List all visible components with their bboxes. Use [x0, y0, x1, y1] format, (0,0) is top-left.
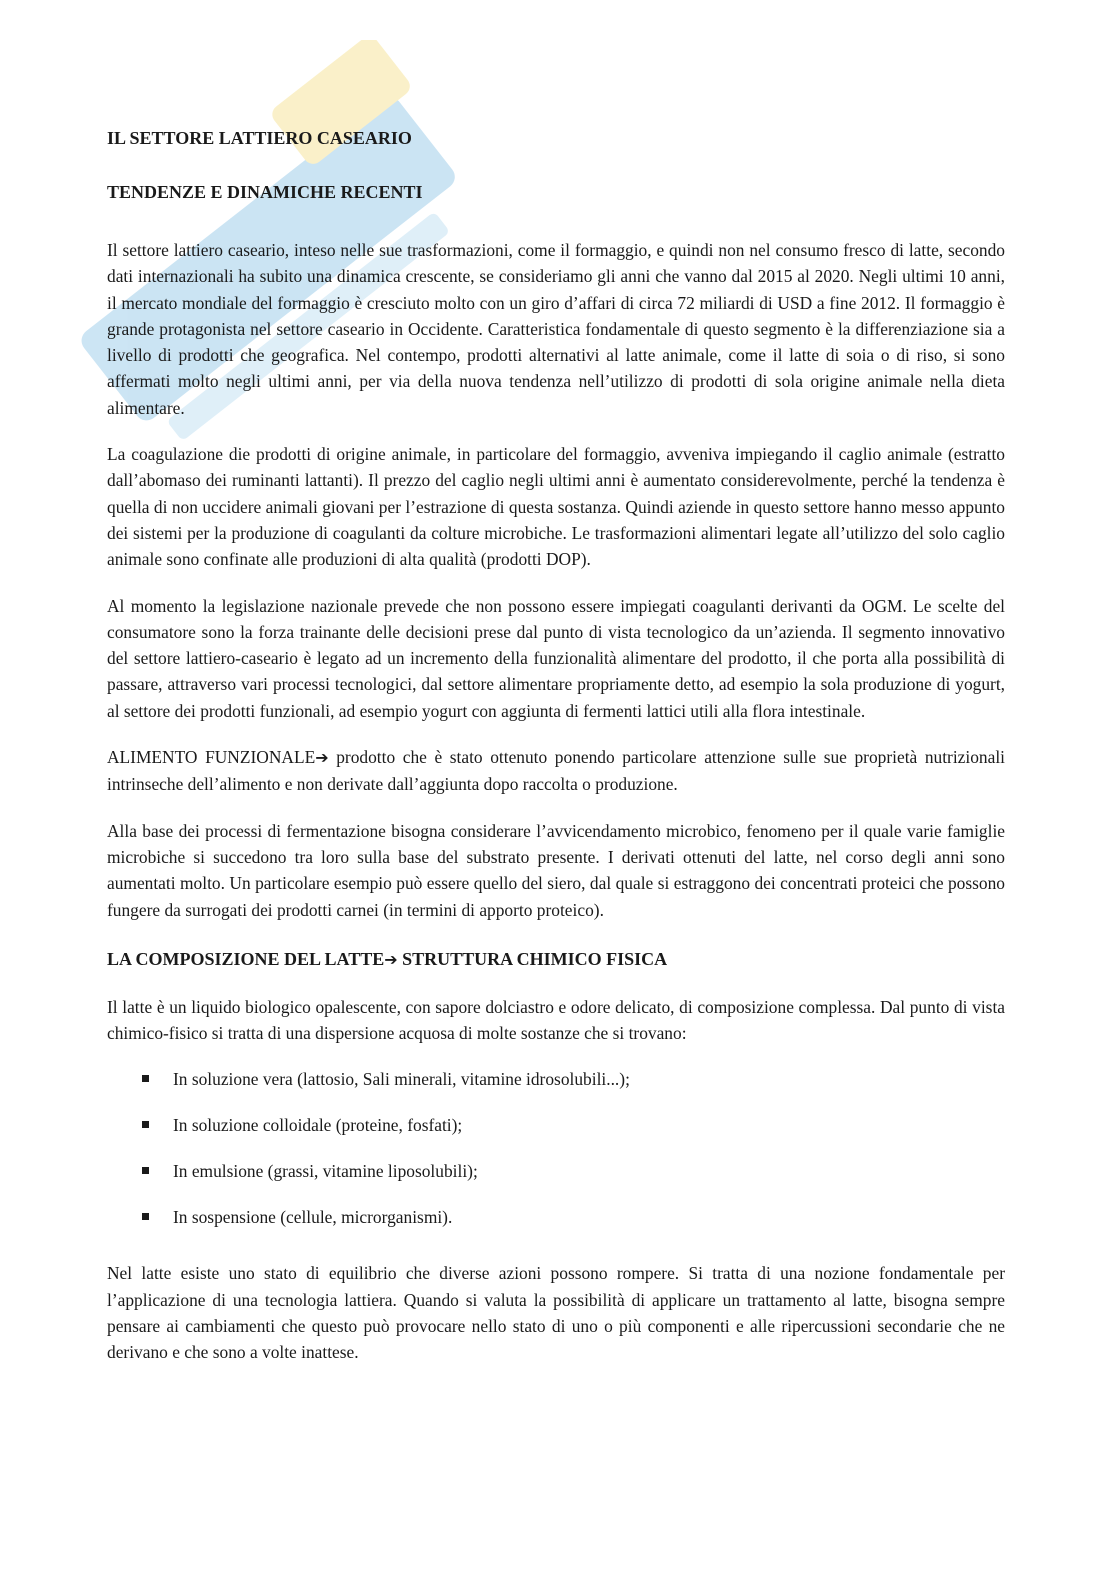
- square-bullet-icon: [142, 1213, 149, 1220]
- functional-food-definition: prodotto che è stato ottenuto ponendo particolare attenzione sulle sue proprietà nutrizionali intrinseche dell’alimento e non derivate dall’aggiunta dopo raccolta o produzione.: [107, 747, 1006, 795]
- paragraph-coagulation: La coagulazione die prodotti di origine animale, in particolare del formaggio, avveniva impiegando il caglio animale (estratto dall’abomaso dei ruminanti lattanti). Il prezzo del caglio negli ultimi anni è aumentato considerevolmente, perché la tendenza è quella di non uccidere animali giovani per l’estrazione di questa sostanza. Quindi aziende in questo settore hanno messo appunto dei sistemi per la produzione di coagulanti da colture microbiche. Le trasformazioni alimentari legate all’utilizzo del solo caglio animale sono confinate alle produzioni di alta qualità (prodotti DOP).: [107, 444, 1005, 570]
- paragraph-composition-intro: Il latte è un liquido biologico opalescente, con sapore dolciastro e odore delicato, di composizione complessa. Dal punto di vista chimico-fisico si tratta di una dispersione acquosa di molte sostanze che si trovano:: [107, 996, 1005, 1044]
- paragraph-legislation: Al momento la legislazione nazionale prevede che non possono essere impiegati coagulanti derivanti da OGM. Le scelte del consumatore sono la forza trainante delle decisioni prese dal punto di vista tecnologico da un’azienda. Il segmento innovativo del settore lattiero-caseario è legato ad un incremento della funzionalità alimentare del prodotto, il che porta alla possibilità di passare, attraverso vari processi tecnologici, dal settore alimentare propriamente detto, ad esempio la sola produzione di yogurt, al settore dei prodotti funzionali, ad esempio yogurt con aggiunta di fermenti lattici utili alla flora intestinale.: [107, 595, 1005, 721]
- document-title: IL SETTORE LATTIERO CASEARIO: [107, 128, 412, 148]
- functional-food-term: ALIMENTO FUNZIONALE: [107, 747, 316, 768]
- composition-list: [107, 1066, 1005, 1250]
- section-heading-composition: [107, 946, 1005, 973]
- square-bullet-icon: [142, 1121, 149, 1128]
- arrow-right-icon: ➔: [384, 949, 398, 969]
- composition-heading-sub: STRUTTURA CHIMICO FISICA: [397, 948, 668, 969]
- arrow-right-icon: ➔: [315, 748, 329, 768]
- square-bullet-icon: [142, 1075, 149, 1082]
- section-heading-trends: TENDENZE E DINAMICHE RECENTI: [107, 182, 423, 202]
- list-item: In sospensione (cellule, microrganismi).: [107, 1204, 1005, 1250]
- list-item: In emulsione (grassi, vitamine liposolubili);: [107, 1158, 1005, 1204]
- paragraph-market: Il settore lattiero caseario, inteso nelle sue trasformazioni, come il formaggio, e quindi non nel consumo fresco di latte, secondo dati internazionali ha subito una dinamica crescente, se consideriamo gli anni che vanno dal 2015 al 2020. Negli ultimi 10 anni, il mercato mondiale del formaggio è cresciuto molto con un giro d’affari di circa 72 miliardi di USD a fine 2012. Il formaggio è grande protagonista nel settore caseario in Occidente. Caratteristica fondamentale di questo segmento è la differenziazione sia a livello di prodotti che geografica. Nel contempo, prodotti alternativi al latte animale, come il latte di soia o di riso, si sono affermati molto negli ultimi anni, per via della nuova tendenza nell’utilizzo di prodotti di sola origine animale nella dieta alimentare.: [107, 240, 1005, 418]
- paragraph-closing: Nel latte esiste uno stato di equilibrio che diverse azioni possono rompere. Si tratta di una nozione fondamentale per l’applicazione di una tecnologia lattiera. Quando si valuta la possibilità di applicare un trattamento al latte, bisogna sempre pensare ai cambiamenti che questo può provocare nello stato di uno o più componenti e alle ripercussioni secondarie che ne derivano e che sono a volte inattese.: [107, 1263, 1005, 1363]
- paragraph-functional-food: [107, 744, 1005, 798]
- paragraph-fermentation: Alla base dei processi di fermentazione bisogna considerare l’avvicendamento microbico, fenomeno per il quale varie famiglie microbiche si succedono tra loro sulla base del substrato presente. I derivati ottenuti del latte, nel corso degli anni sono aumentati molto. Un particolare esempio può essere quello del siero, dal quale si estraggono dei concentrati proteici che possono fungere da surrogati dei prodotti carnei (in termini di apporto proteico).: [107, 820, 1005, 920]
- square-bullet-icon: [142, 1167, 149, 1174]
- list-item: In soluzione vera (lattosio, Sali minerali, vitamine idrosolubili...);: [107, 1066, 1005, 1112]
- list-item: In soluzione colloidale (proteine, fosfati);: [107, 1112, 1005, 1158]
- document-page: [107, 125, 1005, 1366]
- composition-heading-main: LA COMPOSIZIONE DEL LATTE: [107, 948, 385, 969]
